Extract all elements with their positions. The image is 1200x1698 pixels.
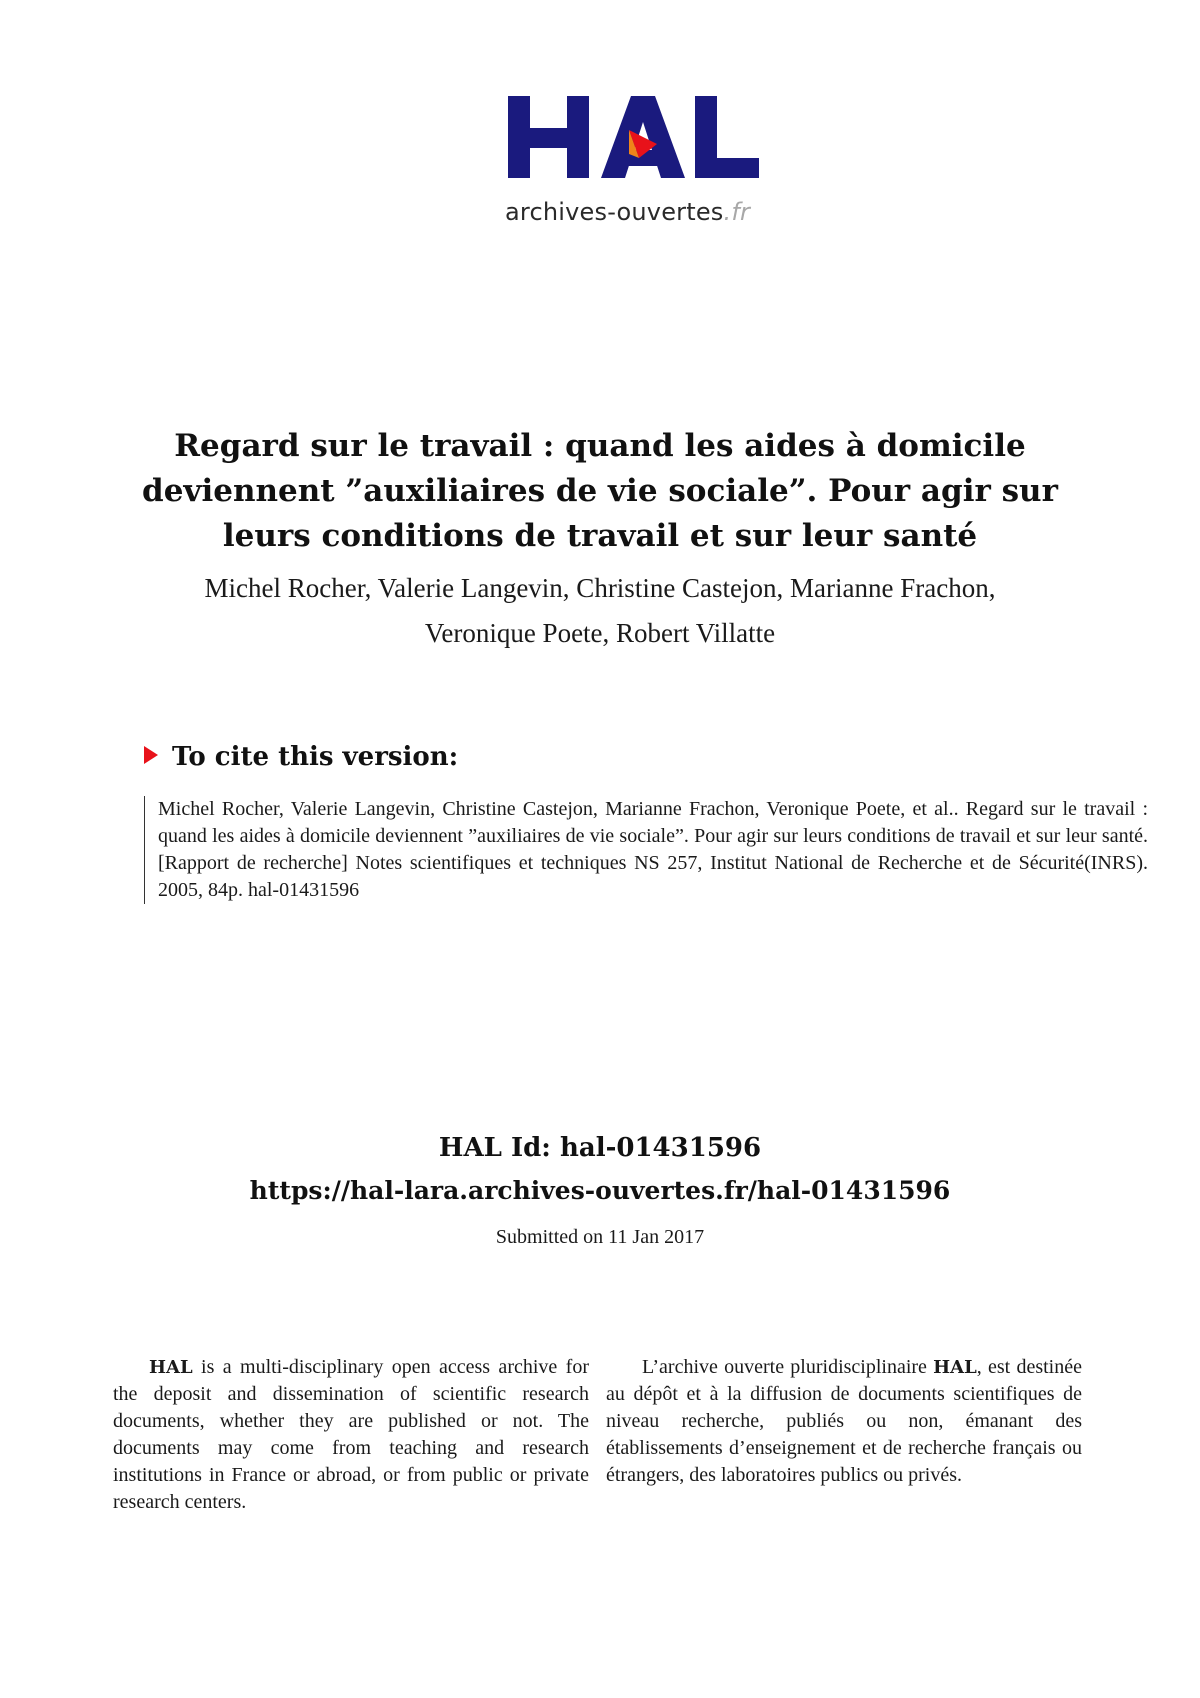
hal-strong-fr: HAL — [933, 1357, 977, 1378]
document-title — [120, 424, 1080, 559]
cite-heading-text: To cite this version: — [172, 742, 459, 772]
authors-line-1: Michel Rocher, Valerie Langevin, Christine Castejon, Marianne Frachon, — [204, 573, 996, 603]
title-line-1: Regard sur le travail : quand les aides à domicile — [174, 428, 1026, 464]
french-description-pre: L’archive ouverte pluridisciplinaire — [642, 1356, 934, 1378]
french-description-text: , est destinée au dépôt et à la diffusion de documents scientifiques de niveau recherche, publiés ou non, émanant des établissements d’enseignement et de recherche français ou étrangers, des laboratoires publics ou privés. — [606, 1356, 1082, 1486]
hal-id: HAL Id: hal-01431596 — [438, 1133, 762, 1163]
logo-tld: .fr — [723, 198, 751, 226]
hal-url-link[interactable]: https://hal-lara.archives-ouvertes.fr/hal-01431596 — [249, 1176, 951, 1205]
title-line-2: deviennent ”auxiliaires de vie sociale”. Pour agir sur — [142, 473, 1058, 509]
triangle-right-icon — [144, 746, 158, 764]
authors-line-2: Veronique Poete, Robert Villatte — [424, 618, 776, 648]
logo-subtitle-text: archives-ouvertes — [505, 198, 724, 226]
citation-text: Michel Rocher, Valerie Langevin, Christine Castejon, Marianne Frachon, Veronique Poete, et al.. Regard sur le travail : quand les aides à domicile deviennent ”auxiliaires de vie sociale”. Pour agir sur leurs conditions de travail et sur leur santé. [Rapport de recherche] Notes scientifiques et techniques NS 257, Institut National de Recherche et de Sécurité(INRS). 2005, 84p. hal-01431596 — [144, 796, 1148, 904]
english-description — [113, 1354, 589, 1516]
document-authors — [120, 566, 1080, 656]
cite-heading — [144, 742, 458, 772]
hal-logo-mark — [505, 92, 765, 192]
submitted-date: Submitted on 11 Jan 2017 — [495, 1226, 705, 1248]
hal-logo-subtitle — [505, 198, 765, 226]
french-description — [606, 1354, 1082, 1489]
title-line-3: leurs conditions de travail et sur leur santé — [222, 518, 978, 554]
hal-strong-en: HAL — [149, 1357, 193, 1378]
english-description-text: is a multi-disciplinary open access archive for the deposit and dissemination of scientific research documents, whether they are published or not. The documents may come from teaching and research institutions in France or abroad, or from public or private research centers. — [113, 1356, 589, 1513]
